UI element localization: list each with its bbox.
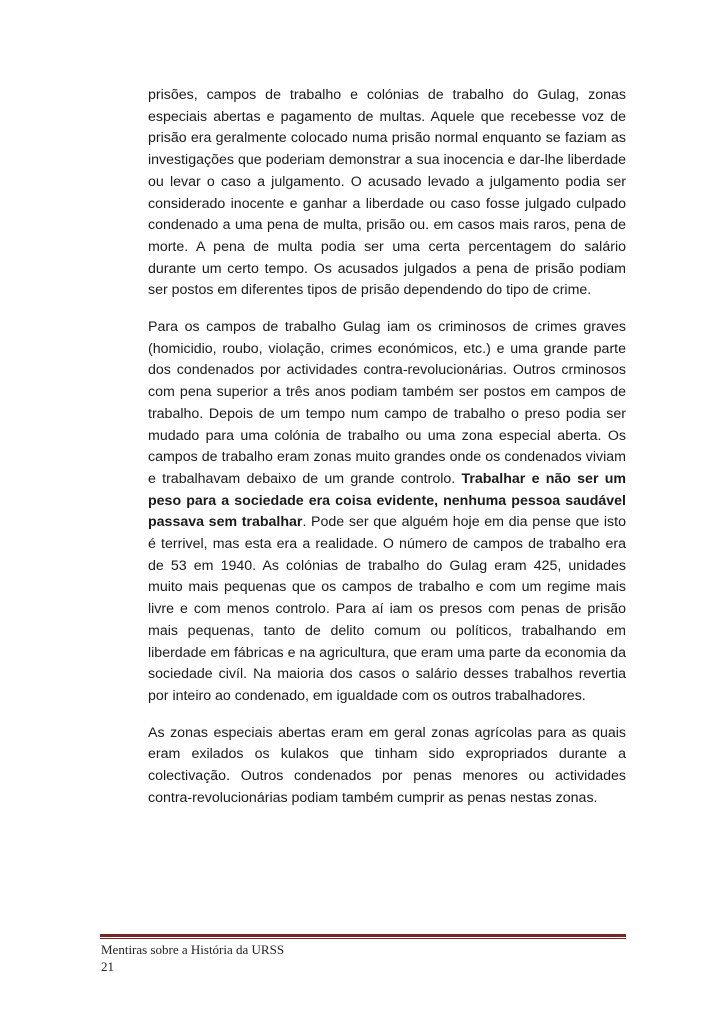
paragraph-2 bbox=[148, 317, 626, 708]
paragraph-2-text-start: Para os campos de trabalho Gulag iam os criminosos de crimes graves (homicidio, roubo, violação, crimes económicos, etc.) e uma grande parte dos condenados por actividades contra-revolucionárias. Outros crminosos com pena superior a três anos podiam também ser postos em campos de trabalho. Depois de um tempo num campo de trabalho o preso podia ser mudado para uma colónia de trabalho ou uma zona especial aberta. Os campos de trabalho eram zonas muito grandes onde os condenados viviam e trabalhavam debaixo de um grande controlo. bbox=[148, 319, 626, 487]
body-text bbox=[148, 85, 626, 825]
footer-title: Mentiras sobre a História da URSS bbox=[101, 942, 285, 957]
paragraph-3: As zonas especiais abertas eram em geral zonas agrícolas para as quais eram exilados os kulakos que tinham sido expropriados durante a colectivação. Outros condenados por penas menores ou actividades contra-revolucionárias podiam também cumprir as penas nestas zonas. bbox=[148, 724, 626, 806]
paragraph-1: prisões, campos de trabalho e colónias de trabalho do Gulag, zonas especiais abertas e pagamento de multas. Aquele que recebesse voz de prisão era geralmente colocado numa prisão normal enquanto se faziam as investigações que poderiam demonstrar a sua inocencia e dar-lhe liberdade ou levar o caso a julgamento. O acusado levado a julgamento podia ser considerado inocente e ganhar a liberdade ou caso fosse julgado culpado condenado a uma pena de multa, prisão ou. em casos mais raros, pena de morte. A pena de multa podia ser uma certa percentagem do salário durante um certo tempo. Os acusados julgados a pena de prisão podiam ser postos em diferentes tipos de prisão dependendo do tipo de crime. bbox=[148, 87, 626, 299]
paragraph-2-bold-text: Trabalhar e não ser um peso para a sociedade era coisa evidente, nenhuma pessoa saudável passava sem trabalhar bbox=[148, 470, 626, 531]
page-number: 21 bbox=[101, 959, 114, 974]
paragraph-2-text-end: . Pode ser que alguém hoje em dia pense que isto é terrivel, mas esta era a realidade. O número de campos de trabalho era de 53 em 1940. As colónias de trabalho do Gulag eram 425, unidades muito mais pequenas que os campos de trabalho e com um regime mais livre e com menos controlo. Para aí iam os presos com penas de prisão mais pequenas, tanto de delito comum ou políticos, trabalhando em liberdade em fábricas e na agricultura, que eram uma parte da economia da sociedade civíl. Na maioria dos casos o salário desses trabalhos revertia por inteiro ao condenado, em igualdade com os outros trabalhadores. bbox=[148, 514, 626, 704]
footer-rule-thick bbox=[100, 934, 626, 937]
footer-rule-thin bbox=[100, 938, 626, 939]
